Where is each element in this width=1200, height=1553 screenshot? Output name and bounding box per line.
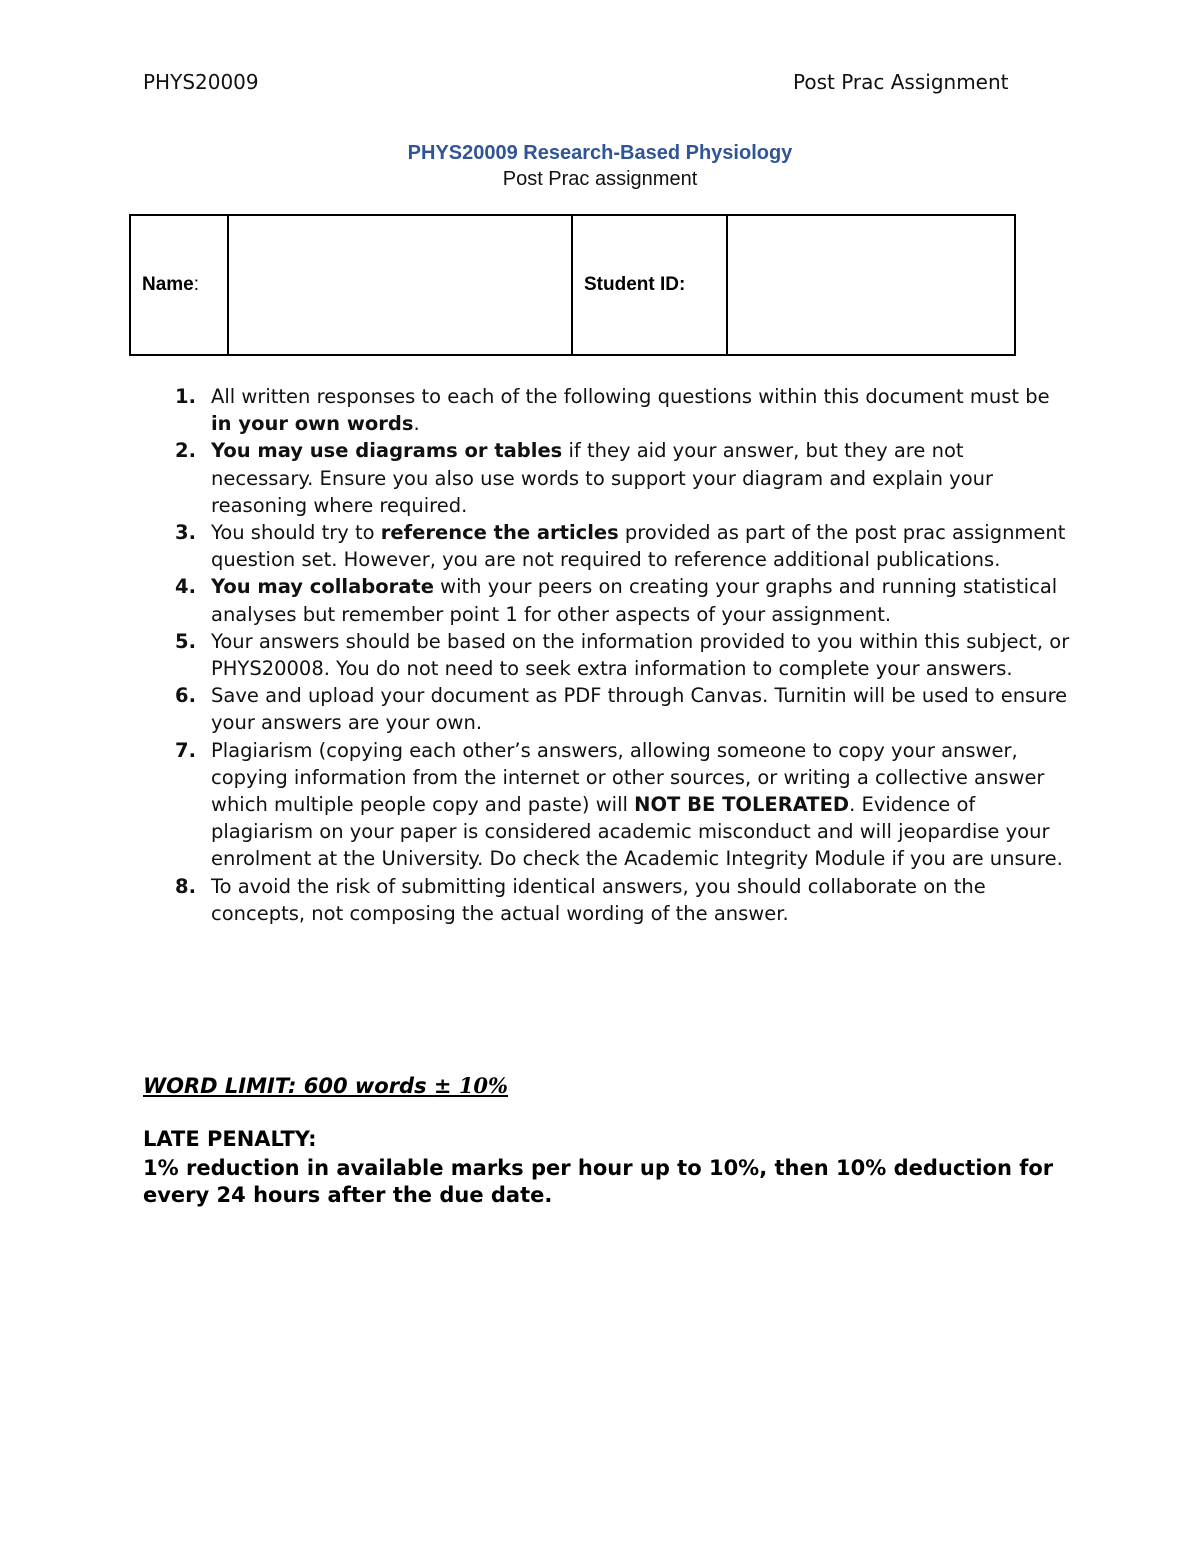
header-course-code: PHYS20009 [143, 70, 259, 94]
name-label-cell [130, 215, 228, 355]
instruction-text: if they aid your answer, but they are not necessary. Ensure you also use words to support your diagram and explain your reasoning where required. [211, 439, 993, 517]
instruction-emphasis: NOT BE TOLERATED [634, 793, 850, 817]
student-id-label-cell [572, 215, 727, 355]
instruction-number: 7. [175, 738, 196, 762]
instruction-item [175, 437, 1071, 519]
instruction-text: Save and upload your document as PDF through Canvas. Turnitin will be used to ensure your answers are your own. [211, 684, 1068, 735]
instruction-item [175, 519, 1071, 573]
student-id-label: Student ID: [584, 274, 686, 295]
instruction-number: 6. [175, 684, 196, 708]
instruction-text: You should try to [211, 521, 381, 545]
student-id-value-cell[interactable] [727, 215, 1015, 355]
instructions-list [175, 383, 1071, 927]
instruction-text: provided as part of the post prac assignment question set. However, you are not required to reference additional publications. [211, 521, 1066, 572]
instruction-number: 2. [175, 439, 196, 463]
instruction-text: All written responses to each of the following questions within this document must be [211, 385, 1050, 408]
instruction-number: 4. [175, 575, 196, 599]
instruction-emphasis: You may collaborate [211, 575, 434, 599]
instruction-text: with your peers on creating your graphs and running statistical analyses but remember point 1 for other aspects of your assignment. [211, 575, 1058, 626]
name-label: Name [142, 274, 194, 295]
instruction-number: 8. [175, 874, 196, 898]
instruction-item [175, 682, 1071, 736]
instruction-text: . [413, 412, 420, 436]
instruction-text: Your answers should be based on the information provided to you within this subject, or PHYS20008. You do not need to seek extra information to complete your answers. [211, 629, 1070, 681]
header-doc-type: Post Prac Assignment [793, 70, 1009, 94]
name-value-cell[interactable] [228, 215, 572, 355]
late-penalty-body: 1% reduction in available marks per hour up to 10%, then 10% deduction for every 24 hours after the due date. [143, 1156, 1054, 1207]
instruction-emphasis: in your own words [211, 412, 414, 436]
instruction-item [175, 873, 1071, 927]
word-limit-text: WORD LIMIT: 600 words [143, 1074, 434, 1098]
instruction-text: . Evidence of plagiarism on your paper is considered academic misconduct and will jeopardise your enrolment at the University. Do check the Academic Integrity Module if you are unsure. [211, 793, 1063, 871]
instruction-emphasis: You may use diagrams or tables [211, 439, 563, 463]
instruction-item [175, 628, 1071, 682]
word-limit-tolerance: ± 10% [433, 1073, 508, 1098]
name-label-colon: : [193, 274, 200, 295]
late-penalty-title: LATE PENALTY: [143, 1127, 317, 1151]
instruction-number: 3. [175, 521, 196, 545]
student-info-table [129, 214, 1016, 356]
document-title: PHYS20009 Research-Based Physiology [407, 142, 793, 164]
document-subtitle: Post Prac assignment [502, 168, 698, 190]
word-limit [143, 1073, 508, 1098]
instruction-text: Plagiarism (copying each other’s answers, allowing someone to copy your answer, copying information from the internet or other sources, or writing a collective answer which multiple people copy and paste) will [211, 738, 1045, 817]
instruction-number: 5. [175, 629, 196, 653]
instruction-item [175, 737, 1071, 873]
instruction-number: 1. [175, 385, 196, 408]
instruction-item [175, 383, 1071, 437]
instruction-emphasis: reference the articles [380, 521, 619, 545]
instruction-item [175, 573, 1071, 627]
instruction-text: To avoid the risk of submitting identical answers, you should collaborate on the concepts, not composing the actual wording of the answer. [211, 874, 986, 925]
